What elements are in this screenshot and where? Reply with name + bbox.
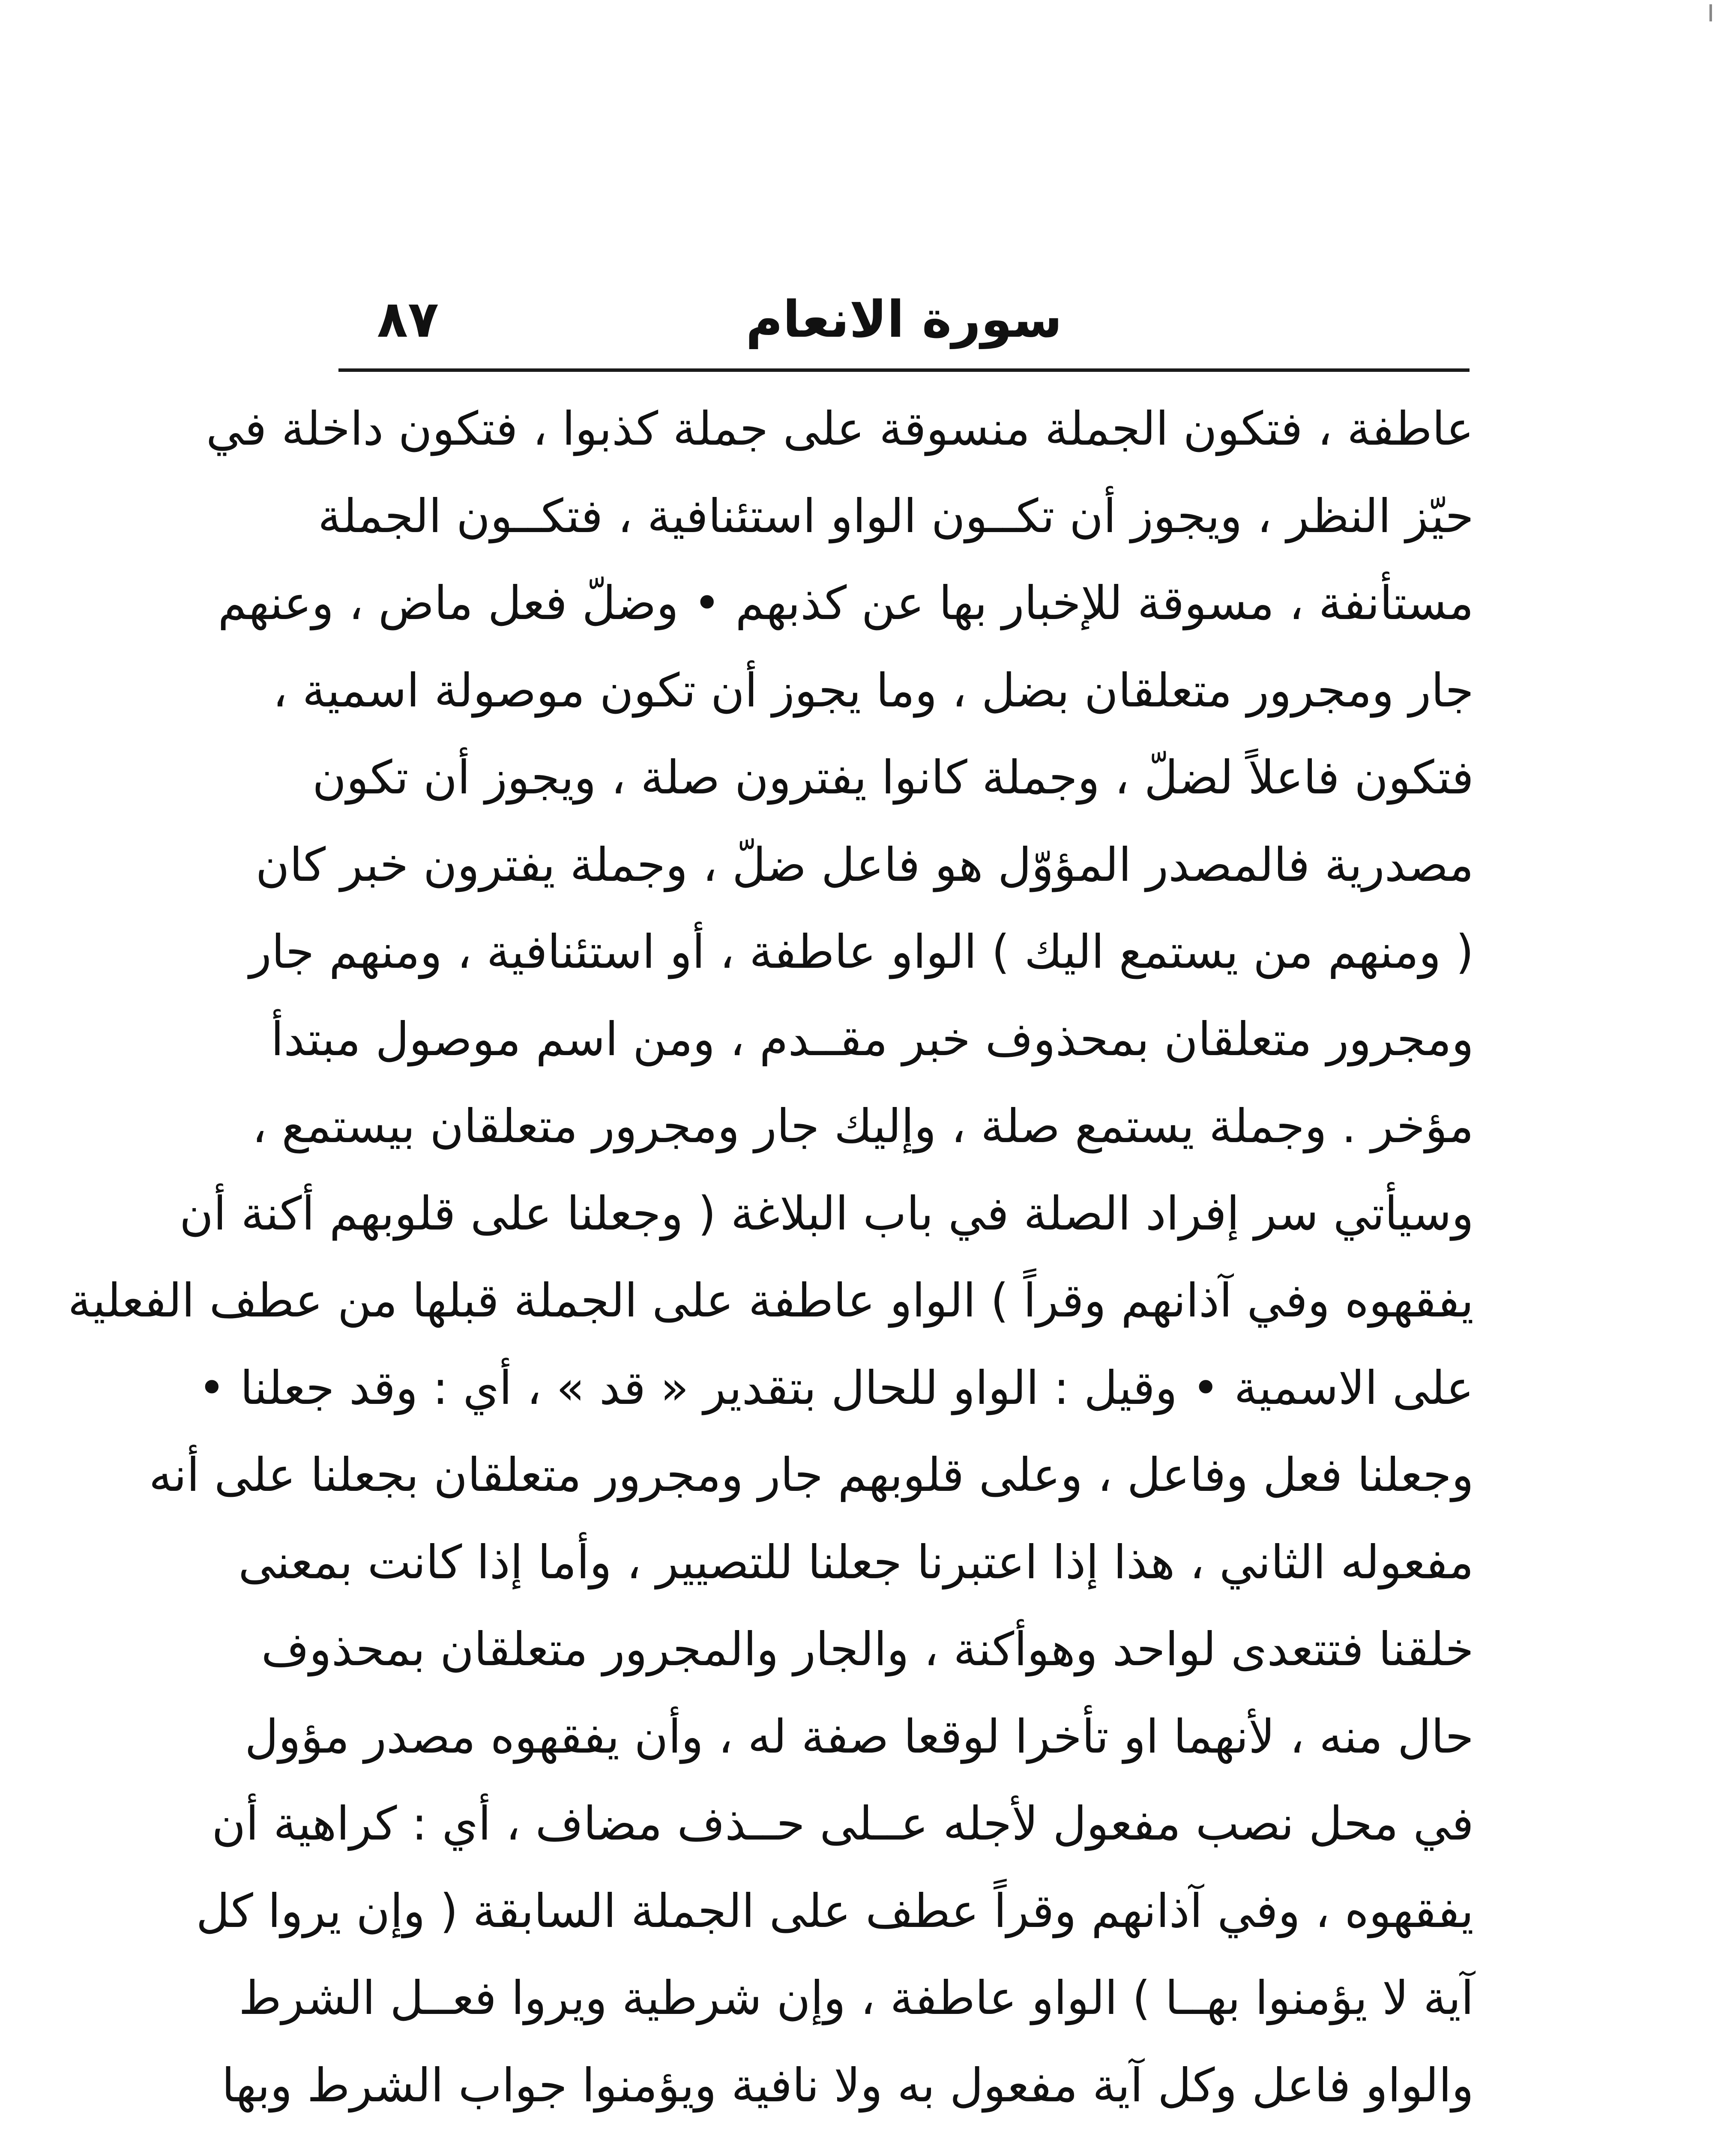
text-line: عاطفة ، فتكون الجملة منسوقة على جملة كذبوا ، فتكون داخلة في xyxy=(206,402,1474,456)
text-line: مفعوله الثاني ، هذا إذا اعتبرنا جعلنا للتصيير ، وأما إذا كانت بمعنى xyxy=(238,1535,1474,1589)
text-line: ( ومنهم من يستمع اليك ) الواو عاطفة ، أو استئنافية ، ومنهم جار xyxy=(249,925,1474,979)
text-line: حال منه ، لأنهما او تأخرا لوقعا صفة له ، وأن يفقهوه مصدر مؤول xyxy=(245,1710,1474,1764)
text-line xyxy=(326,2129,1474,2142)
header-rule xyxy=(338,368,1470,372)
page-number: ٨٧ xyxy=(377,290,439,349)
text-line: مصدرية فالمصدر المؤوّل هو فاعل ضلّ ، وجملة يفترون خبر كان xyxy=(255,838,1474,892)
text-line: فتكون فاعلاً لضلّ ، وجملة كانوا يفترون صلة ، ويجوز أن تكون xyxy=(312,751,1474,805)
text-line: خلقنا فتتعدى لواحد وهوأكنة ، والجار والمجرور متعلقان بمحذوف xyxy=(261,1623,1474,1676)
text-line: مؤخر . وجملة يستمع صلة ، وإليك جار ومجرور متعلقان بيستمع ، xyxy=(252,1100,1474,1153)
text-line: والواو فاعل وكل آية مفعول به ولا نافية ويؤمنوا جواب الشرط وبها xyxy=(221,2058,1474,2112)
text-line: وجعلنا فعل وفاعل ، وعلى قلوبهم جار ومجرور متعلقان بجعلنا على أنه xyxy=(149,1448,1474,1502)
text-line: آية لا يؤمنوا بهــا ) الواو عاطفة ، وإن شرطية ويروا فعــل الشرط xyxy=(239,1971,1474,2025)
text-line: على الاسمية • وقيل : الواو للحال بتقدير « قد » ، أي : وقد جعلنا • xyxy=(198,1361,1474,1415)
scan-mark xyxy=(1709,4,1712,21)
text-line: يفقهوه ، وفي آذانهم وقراً عطف على الجملة السابقة ( وإن يروا كل xyxy=(196,1884,1474,1938)
text-line: في محل نصب مفعول لأجله عــلى حــذف مضاف ، أي : كراهية أن xyxy=(212,1797,1474,1851)
text-line: ومجرور متعلقان بمحذوف خبر مقــدم ، ومن اسم موصول مبتدأ xyxy=(271,1012,1474,1066)
text-line: حيّز النظر ، ويجوز أن تكــون الواو استئنافية ، فتكــون الجملة xyxy=(317,489,1474,543)
page-header xyxy=(338,274,1470,360)
surah-title: سورة الانعام xyxy=(745,290,1063,349)
text-line: وسيأتي سر إفراد الصلة في باب البلاغة ( وجعلنا على قلوبهم أكنة أن xyxy=(179,1187,1474,1241)
body-text xyxy=(68,386,1474,2142)
text-line: مستأنفة ، مسوقة للإخبار بها عن كذبهم • وضلّ فعل ماض ، وعنهم xyxy=(218,577,1474,630)
text-line: جار ومجرور متعلقان بضل ، وما يجوز أن تكون موصولة اسمية ، xyxy=(272,664,1474,718)
text-line: يفقهوه وفي آذانهم وقراً ) الواو عاطفة على الجملة قبلها من عطف الفعلية xyxy=(68,1274,1474,1328)
